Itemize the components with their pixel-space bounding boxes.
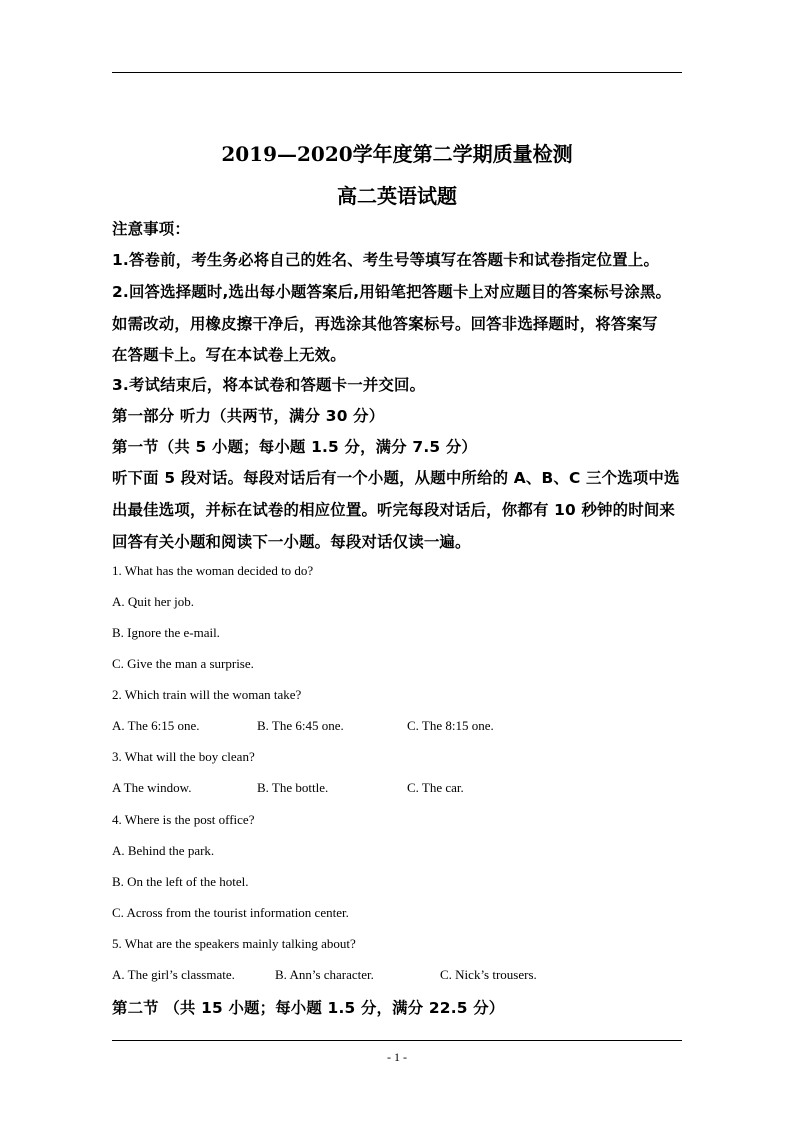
instructions-line-2: 出最佳选项，并标在试卷的相应位置。听完每段对话后，你都有 10 秒钟的时间来 bbox=[112, 501, 676, 519]
notice-heading: 注意事项： bbox=[112, 220, 190, 238]
question-2: 2. Which train will the woman take? bbox=[112, 687, 302, 702]
question-1-option-a: A. Quit her job. bbox=[112, 594, 194, 609]
instructions-line-1: 听下面 5 段对话。每段对话后有一个小题，从题中所给的 A、B、C 三个选项中选 bbox=[112, 469, 680, 487]
section2-heading: 第二节 （共 15 小题；每小题 1.5 分，满分 22.5 分） bbox=[112, 999, 505, 1017]
instructions-line-3: 回答有关小题和阅读下一小题。每段对话仅读一遍。 bbox=[112, 533, 471, 551]
question-1: 1. What has the woman decided to do? bbox=[112, 563, 314, 578]
question-3-option-a: A The window. bbox=[112, 780, 192, 795]
notice-line-2a: 2.回答选择题时,选出每小题答案后,用铅笔把答题卡上对应题目的答案标号涂黑。 bbox=[112, 283, 672, 301]
question-1-option-c: C. Give the man a surprise. bbox=[112, 656, 254, 671]
question-1-option-b: B. Ignore the e-mail. bbox=[112, 625, 220, 640]
question-3: 3. What will the boy clean? bbox=[112, 749, 255, 764]
question-5: 5. What are the speakers mainly talking about? bbox=[112, 936, 356, 951]
question-4-option-c: C. Across from the tourist information center. bbox=[112, 905, 349, 920]
notice-line-2c: 在答题卡上。写在本试卷上无效。 bbox=[112, 346, 346, 364]
page-number: - 1 - bbox=[387, 1050, 407, 1064]
notice-line-2b: 如需改动，用橡皮擦干净后，再选涂其他答案标号。回答非选择题时，将答案写 bbox=[112, 315, 658, 333]
section1-heading: 第一节（共 5 小题；每小题 1.5 分，满分 7.5 分） bbox=[112, 438, 478, 456]
question-5-option-b: B. Ann’s character. bbox=[275, 967, 374, 982]
question-4-option-a: A. Behind the park. bbox=[112, 843, 215, 858]
exam-title: 2019—2020学年度第二学期质量检测 bbox=[221, 142, 573, 166]
exam-subtitle: 高二英语试题 bbox=[337, 184, 457, 208]
question-2-option-a: A. The 6:15 one. bbox=[112, 718, 200, 733]
question-4: 4. Where is the post office? bbox=[112, 812, 255, 827]
notice-line-3: 3.考试结束后，将本试卷和答题卡一并交回。 bbox=[112, 376, 426, 394]
part1-heading: 第一部分 听力（共两节，满分 30 分） bbox=[112, 407, 385, 425]
question-3-option-b: B. The bottle. bbox=[257, 780, 329, 795]
notice-line-1: 1.答卷前，考生务必将自己的姓名、考生号等填写在答题卡和试卷指定位置上。 bbox=[112, 251, 660, 269]
header-rule bbox=[112, 72, 682, 73]
question-2-option-b: B. The 6:45 one. bbox=[257, 718, 344, 733]
question-5-option-c: C. Nick’s trousers. bbox=[440, 967, 537, 982]
question-5-option-a: A. The girl’s classmate. bbox=[112, 967, 235, 982]
footer-rule bbox=[112, 1040, 682, 1041]
question-3-option-c: C. The car. bbox=[407, 780, 464, 795]
question-4-option-b: B. On the left of the hotel. bbox=[112, 874, 249, 889]
question-2-option-c: C. The 8:15 one. bbox=[407, 718, 494, 733]
